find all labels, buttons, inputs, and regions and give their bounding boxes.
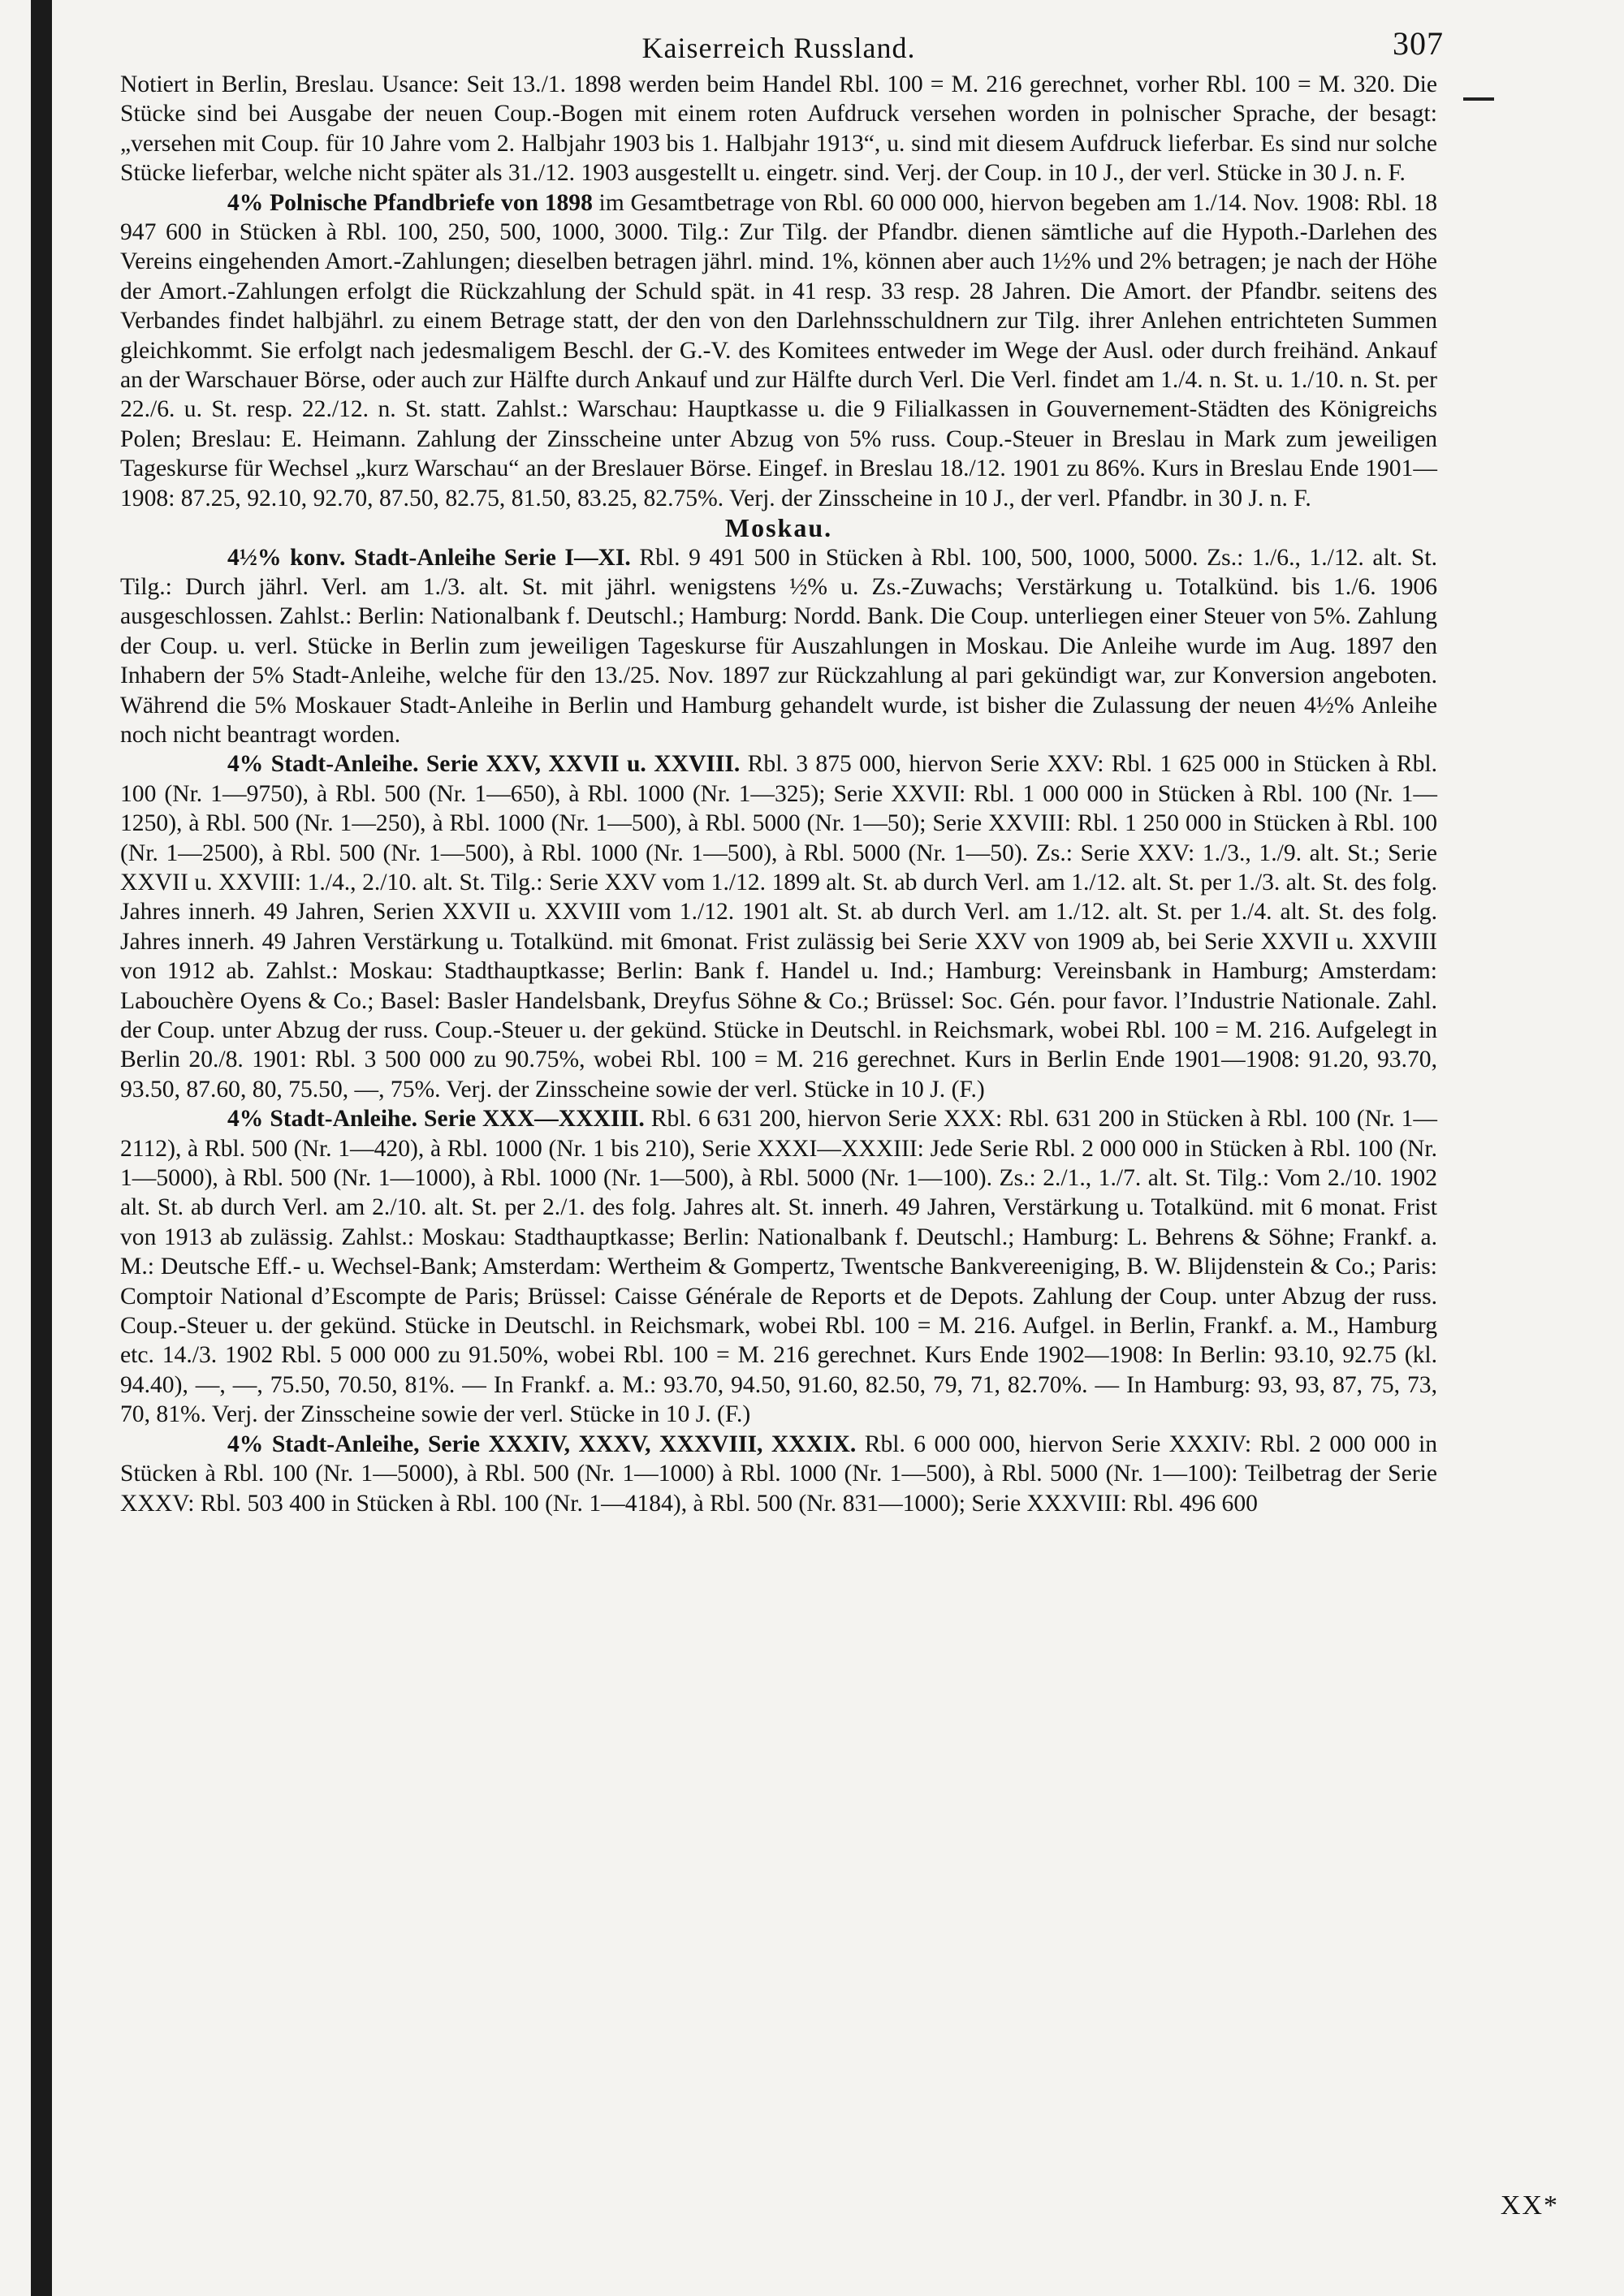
margin-dash-mark bbox=[1463, 97, 1494, 101]
paragraph-stadt-anleihe-xxv bbox=[120, 749, 1437, 1104]
paragraph-stadt-anleihe-xxxiv bbox=[120, 1430, 1437, 1518]
paragraph-heading: 4% Stadt-Anleihe. Serie XXX—XXXIII. bbox=[227, 1106, 645, 1133]
paragraph-body: Rbl. 9 491 500 in Stücken à Rbl. 100, 500, 1000, 5000. Zs.: 1./6., 1./12. alt. St. Tilg.: Durch jährl. Verl. am 1./3. alt. St. mit jährl. wenigstens ½% u. Zs.-Zuwachs; Verstärkung u. Totalkünd. bis 1./6. 1906 ausgeschlossen. Zahlst.: Berlin: Nationalbank f. Deutschl.; Hamburg: Nordd. Bank. Die Coup. unterliegen einer Steuer von 5%. Zahlung der Coup. u. verl. Stücke in Berlin zum jeweiligen Tageskurse für Auszahlungen in Moskau. Die Anleihe wurde im Aug. 1897 den Inhabern der 5% Stadt-Anleihe, welche für den 13./25. Nov. 1897 zur Rückzahlung al pari gekündigt war, zur Konversion angeboten. Während die 5% Moskauer Stadt-Anleihe in Berlin und Hamburg gehandelt wurde, ist bisher die Zulassung der neuen 4½% Anleihe noch nicht beantragt worden. bbox=[120, 544, 1437, 748]
paragraph-body: Rbl. 6 000 000, hiervon Serie XXXIV: Rbl. 2 000 000 in Stücken à Rbl. 100 (Nr. 1—5000), à Rbl. 500 (Nr. 1—1000) à Rbl. 1000 (Nr. 1—500), à Rbl. 5000 (Nr. 1—100): Teilbetrag der Serie XXXV: Rbl. 503 400 in Stücken à Rbl. 100 (Nr. 1—4184), à Rbl. 500 (Nr. 831—1000); Serie XXXVIII: Rbl. 496 600 bbox=[120, 1431, 1437, 1517]
paragraph-heading: 4% Stadt-Anleihe, Serie XXXIV, XXXV, XXXVIII, XXXIX. bbox=[227, 1431, 857, 1457]
paragraph-body: im Gesamtbetrage von Rbl. 60 000 000, hiervon begeben am 1./14. Nov. 1908: Rbl. 18 947 600 in Stücken à Rbl. 100, 250, 500, 1000, 3000. Tilg.: Zur Tilg. der Pfandbr. dienen sämtliche auf die Hypoth.-Darlehen des Vereins eingehenden Amort.-Zahlungen; dieselben betragen jährl. mind. 1%, können aber auch 1½% und 2% betragen; je nach der Höhe der Amort.-Zahlungen erfolgt die Rückzahlung der Schuld spät. in 41 resp. 33 resp. 28 Jahren. Die Amort. der Pfandbr. seitens des Verbandes findet halbjährl. zu einem Betrage statt, der den von den Darlehnsschuldnern zur Tilg. ihrer Anlehen entrichteten Summen gleichkommt. Sie erfolgt nach jedesmaligem Beschl. der G.-V. des Komitees entweder im Wege der Ausl. oder durch freihänd. Ankauf an der Warschauer Börse, oder auch zur Hälfte durch Ankauf und zur Hälfte durch Verl. Die Verl. findet am 1./4. n. St. u. 1./10. n. St. per 22./6. u. St. resp. 22./12. n. St. statt. Zahlst.: Warschau: Hauptkasse u. die 9 Filialkassen in Gouvernement-Städten des Königreichs Polen; Breslau: E. Heimann. Zahlung der Zinsscheine unter Abzug von 5% russ. Coup.-Steuer in Breslau in Mark zum jeweiligen Tageskurse für Wechsel „kurz Warschau“ an der Breslauer Börse. Eingef. in Breslau 18./12. 1901 zu 86%. Kurs in Breslau Ende 1901—1908: 87.25, 92.10, 92.70, 87.50, 82.75, 81.50, 83.25, 82.75%. Verj. der Zinsscheine in 10 J., der verl. Pfandbr. in 30 J. n. F. bbox=[120, 189, 1437, 511]
paragraph-konv-stadt-anleihe bbox=[120, 543, 1437, 750]
paragraph-heading: 4% Polnische Pfandbriefe von 1898 bbox=[227, 189, 593, 216]
section-title-moskau: Moskau. bbox=[724, 513, 833, 543]
signature-mark: XX* bbox=[1500, 2190, 1559, 2220]
running-head bbox=[120, 24, 1444, 70]
paragraph-heading: 4% Stadt-Anleihe. Serie XXV, XXVII u. XXVIII. bbox=[227, 751, 741, 778]
paragraph-heading: 4½% konv. Stadt-Anleihe Serie I—XI. bbox=[227, 544, 631, 571]
paragraph-stadt-anleihe-xxx bbox=[120, 1104, 1437, 1429]
paragraph-body: Rbl. 6 631 200, hiervon Serie XXX: Rbl. 631 200 in Stücken à Rbl. 100 (Nr. 1—2112), à Rbl. 500 (Nr. 1—420), à Rbl. 1000 (Nr. 1 bis 210), Serie XXXI—XXXIII: Jede Serie Rbl. 2 000 000 in Stücken à Rbl. 100 (Nr. 1—5000), à Rbl. 500 (Nr. 1—1000), à Rbl. 1000 (Nr. 1—500), à Rbl. 5000 (Nr. 1—100). Zs.: 2./1., 1./7. alt. St. Tilg.: Vom 2./10. 1902 alt. St. ab durch Verl. am 2./10. alt. St. per 2./1. des folg. Jahres alt. St. innerh. 49 Jahren, Verstärkung u. Totalkünd. mit 6 monat. Frist von 1913 ab zulässig. Zahlst.: Moskau: Stadthauptkasse; Berlin: Nationalbank f. Deutschl.; Hamburg: L. Behrens & Söhne; Frankf. a. M.: Deutsche Eff.- u. Wechsel-Bank; Amsterdam: Wertheim & Gompertz, Twentsche Bankvereeniging, B. W. Blijdenstein & Co.; Paris: Comptoir National d’Escompte de Paris; Brüssel: Caisse Générale de Reports et de Depots. Zahlung der Coup. unter Abzug der russ. Coup.-Steuer u. der gekünd. Stücke in Deutschl. in Reichsmark, wobei Rbl. 100 = M. 216. Aufgel. in Berlin, Frankf. a. M., Hamburg etc. 14./3. 1902 Rbl. 5 000 000 zu 91.50%, wobei Rbl. 100 = M. 216 gerechnet. Kurs Ende 1902—1908: In Berlin: 93.10, 92.75 (kl. 94.40), —, —, 75.50, 70.50, 81%. — In Frankf. a. M.: 93.70, 94.50, 91.60, 82.50, 79, 71, 82.70%. — In Hamburg: 93, 93, 87, 75, 73, 70, 81%. Verj. der Zinsscheine sowie der verl. Stücke in 10 J. (F.) bbox=[120, 1106, 1437, 1428]
page bbox=[120, 24, 1444, 1518]
paragraph-body: Rbl. 3 875 000, hiervon Serie XXV: Rbl. 1 625 000 in Stücken à Rbl. 100 (Nr. 1—9750), à Rbl. 500 (Nr. 1—650), à Rbl. 1000 (Nr. 1—325); Serie XXVII: Rbl. 1 000 000 in Stücken à Rbl. 100 (Nr. 1—1250), à Rbl. 500 (Nr. 1—250), à Rbl. 1000 (Nr. 1—500), à Rbl. 5000 (Nr. 1—50); Serie XXVIII: Rbl. 1 250 000 in Stücken à Rbl. 100 (Nr. 1—2500), à Rbl. 500 (Nr. 1—500), à Rbl. 1000 (Nr. 1—500), à Rbl. 5000 (Nr. 1—50). Zs.: Serie XXV: 1./3., 1./9. alt. St.; Serie XXVII u. XXVIII: 1./4., 2./10. alt. St. Tilg.: Serie XXV vom 1./12. 1899 alt. St. ab durch Verl. am 1./12. alt. St. per 1./3. alt. St. des folg. Jahres innerh. 49 Jahren, Serien XXVII u. XXVIII vom 1./12. 1901 alt. St. ab durch Verl. am 1./12. alt. St. per 1./4. alt. St. des folg. Jahres innerh. 49 Jahren Verstärkung u. Totalkünd. mit 6monat. Frist zulässig bei Serie XXV von 1909 ab, bei Serie XXVII u. XXVIII von 1912 ab. Zahlst.: Moskau: Stadthauptkasse; Berlin: Bank f. Handel u. Ind.; Hamburg: Vereinsbank in Hamburg; Amsterdam: Labouchère Oyens & Co.; Basel: Basler Handelsbank, Dreyfus Söhne & Co.; Brüssel: Soc. Gén. pour favor. l’Industrie Nationale. Zahl. der Coup. unter Abzug der russ. Coup.-Steuer u. der gekünd. Stücke in Deutschl. in Reichsmark, wobei Rbl. 100 = M. 216. Aufgelegt in Berlin 20./8. 1901: Rbl. 3 500 000 zu 90.75%, wobei Rbl. 100 = M. 216 gerechnet. Kurs in Berlin Ende 1901—1908: 91.20, 93.70, 93.50, 87.60, 80, 75.50, —, 75%. Verj. der Zinsscheine sowie der verl. Stücke in 10 J. (F.) bbox=[120, 751, 1437, 1103]
running-title: Kaiserreich Russland. bbox=[641, 32, 916, 64]
page-number: 307 bbox=[1393, 25, 1444, 62]
body-text bbox=[120, 70, 1437, 1518]
paragraph-notiert bbox=[120, 70, 1437, 188]
book-binding-edge bbox=[31, 0, 52, 2296]
paragraph-polnische-pfandbriefe bbox=[120, 188, 1437, 513]
paragraph-body: Notiert in Berlin, Breslau. Usance: Seit 13./1. 1898 werden beim Handel Rbl. 100 = M. 216 gerechnet, vorher Rbl. 100 = M. 320. Die Stücke sind bei Ausgabe der neuen Coup.-Bogen mit einem roten Aufdruck versehen worden in polnischer Sprache, der besagt: „versehen mit Coup. für 10 Jahre vom 2. Halbjahr 1903 bis 1. Halbjahr 1913“, u. sind mit diesem Aufdruck lieferbar. Es sind nur solche Stücke lieferbar, welche nicht später als 31./12. 1903 ausgestellt u. eingetr. sind. Verj. der Coup. in 10 J., der verl. Stücke in 30 J. n. F. bbox=[120, 71, 1437, 187]
